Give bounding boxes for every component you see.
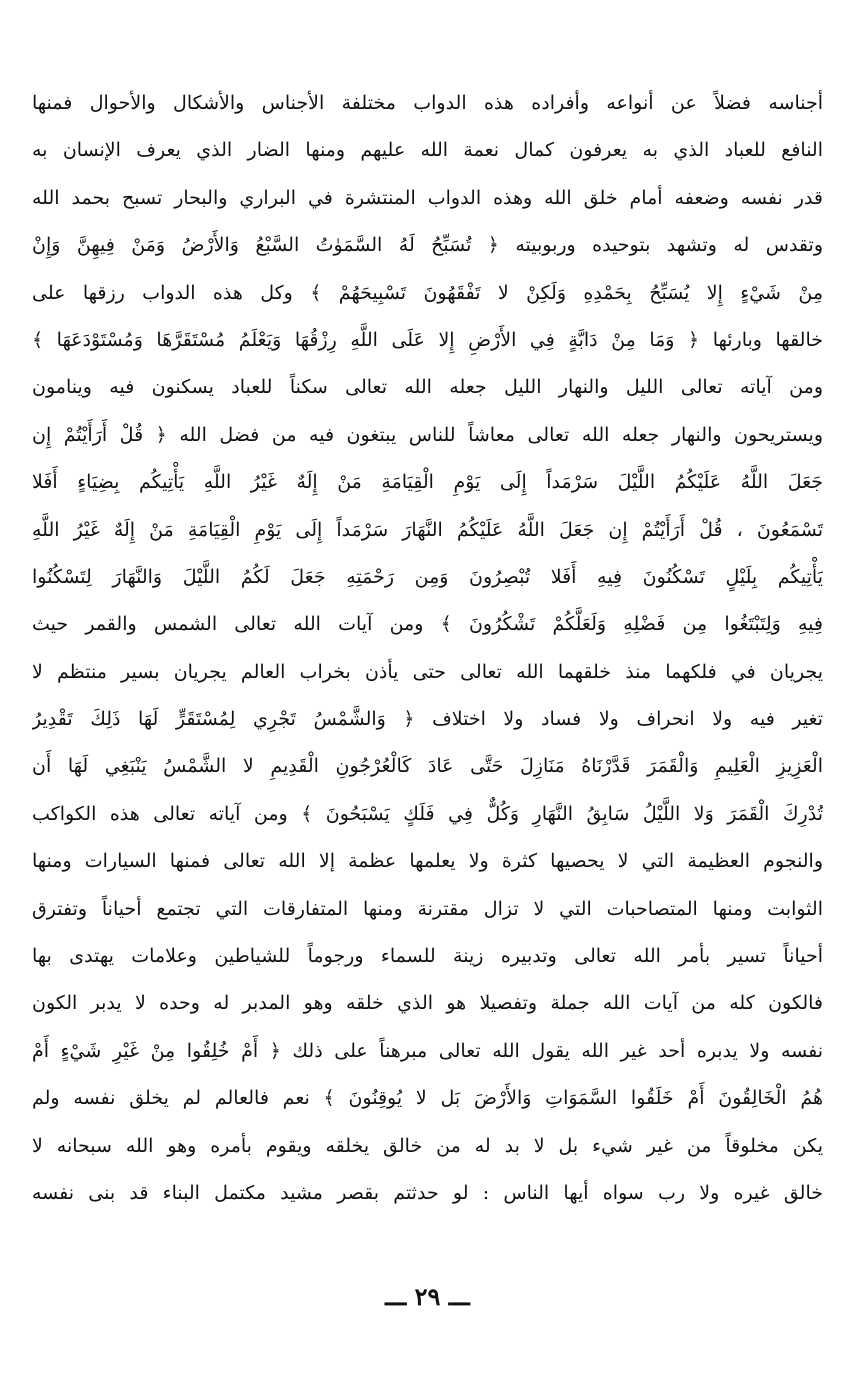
text-line: تغير فيه ولا انحراف ولا فساد ولا اختلاف ﴿ وَالشَّمْسُ تَجْرِي لِمُسْتَقَرٍّ لَهَا ذَلِكَ تَقْدِيرُ <box>32 708 823 731</box>
text-line: ومن آياته تعالى الليل والنهار الليل جعله الله تعالى سكناً للعباد يسكنون فيه وينامون <box>32 376 823 399</box>
text-line: ويستريحون والنهار جعله الله تعالى معاشاً للناس يبتغون فيه من فضل الله ﴿ قُلْ أَرَأَيْتُمْ إِن <box>32 423 823 446</box>
text-line: هُمُ الْخَالِقُونَ أَمْ خَلَقُوا السَّمَوَاتِ وَالأَرْضَ بَل لا يُوقِنُونَ ﴾ نعم فالعالم لم يخلق نفسه ولم <box>32 1087 823 1110</box>
text-line: نفسه ولا يدبره أحد غير الله يقول الله تعالى مبرهناً على ذلك ﴿ أَمْ خُلِقُوا مِنْ غَيْرِ شَيْءٍ أَمْ <box>32 1039 823 1062</box>
text-line: فالكون كله من آيات الله جملة وتفصيلا هو الذي خلقه وهو المدبر له وحده لا يدبر الكون <box>32 992 823 1015</box>
text-line: خالقها وبارئها ﴿ وَمَا مِنْ دَابَّةٍ فِي الأَرْضِ إِلا عَلَى اللَّهِ رِزْقُهَا وَيَعْلَمُ مُسْتَقَرَّهَا وَمُسْتَوْدَعَهَا ﴾ <box>32 328 823 351</box>
text-line: النافع للعباد الذي به يعرفون كمال نعمة الله عليهم ومنها الضار الذي يعرف الإنسان به <box>32 139 823 162</box>
text-line: قدر نفسه وضعفه أمام خلق الله وهذه الدواب المنتشرة في البراري والبحار تسبح بحمد الله <box>32 186 823 209</box>
text-line: والنجوم العظيمة التي لا يحصيها كثرة ولا يعلمها عظمة إلا الله تعالى فمنها السيارات ومنها <box>32 850 823 873</box>
text-line: تُدْرِكَ الْقَمَرَ وَلا اللَّيْلُ سَابِقُ النَّهَارِ وَكُلٌّ فِي فَلَكٍ يَسْبَحُونَ ﴾ ومن آياته تعالى هذه الكواكب <box>32 802 823 825</box>
body-text <box>32 80 823 1217</box>
text-line: فِيهِ وَلِتَبْتَغُوا مِن فَضْلِهِ وَلَعَلَّكُمْ تَشْكُرُونَ ﴾ ومن آيات الله تعالى الشمس والقمر حيث <box>32 613 823 636</box>
text-line: جَعَلَ اللَّهُ عَلَيْكُمُ اللَّيْلَ سَرْمَداً إِلَى يَوْمِ الْقِيَامَةِ مَنْ إِلَهٌ غَيْرُ اللَّهِ يَأْتِيكُم بِضِيَاءٍ أَفَلا <box>32 471 823 494</box>
text-line: مِنْ شَيْءٍ إِلا يُسَبِّحُ بِحَمْدِهِ وَلَكِنْ لا تَفْقَهُونَ تَسْبِيحَهُمْ ﴾ وكل هذه الدواب رزقها على <box>32 281 823 304</box>
page-number: ـــ ٢٩ ـــ <box>385 1282 470 1311</box>
text-line: يجريان في فلكهما منذ خلقهما الله تعالى حتى يأذن بخراب العالم يجريان بسير منتظم لا <box>32 660 823 683</box>
text-line: يَأْتِيكُم بِلَيْلٍ تَسْكُنُونَ فِيهِ أَفَلا تُبْصِرُونَ وَمِن رَحْمَتِهِ جَعَلَ لَكُمُ اللَّيْلَ وَالنَّهَارَ لِتَسْكُنُوا <box>32 565 823 588</box>
text-line: وتقدس له وتشهد بتوحيده وربوبيته ﴿ تُسَبِّحُ لَهُ السَّمَوٰتُ السَّبْعُ وَالأَرْضُ وَمَنْ فِيهِنَّ وَإِنْ <box>32 234 823 257</box>
text-line: يكن مخلوقاً من غير شيء بل لا بد له من خالق يخلقه ويقوم بأمره وهو الله سبحانه لا <box>32 1134 823 1157</box>
text-line: خالق غيره ولا رب سواه أيها الناس : لو حدثتم بقصر مشيد مكتمل البناء قد بنى نفسه <box>32 1181 823 1204</box>
text-line: الثوابت ومنها المتصاحبات التي لا تزال مقترنة ومنها المتفارقات التي تجتمع أحياناً وتفترق <box>32 897 823 920</box>
text-line: أجناسه فضلاً عن أنواعه وأفراده هذه الدواب مختلفة الأجناس والأشكال والأحوال فمنها <box>32 92 823 114</box>
text-line: تَسْمَعُونَ ، قُلْ أَرَأَيْتُمْ إِن جَعَلَ اللَّهُ عَلَيْكُمُ النَّهَارَ سَرْمَداً إِلَى يَوْمِ الْقِيَامَةِ مَنْ إِلَهٌ غَيْرُ اللَّهِ <box>32 518 823 541</box>
text-line: أحياناً تسير بأمر الله تعالى وتدبيره زينة للسماء ورجوماً للشياطين وعلامات يهتدى بها <box>32 945 823 968</box>
text-line: الْعَزِيزِ الْعَلِيمِ وَالْقَمَرَ قَدَّرْنَاهُ مَنَازِلَ حَتَّى عَادَ كَالْعُرْجُونِ الْقَدِيمِ لا الشَّمْسُ يَنْبَغِي لَهَا أَن <box>32 755 823 778</box>
